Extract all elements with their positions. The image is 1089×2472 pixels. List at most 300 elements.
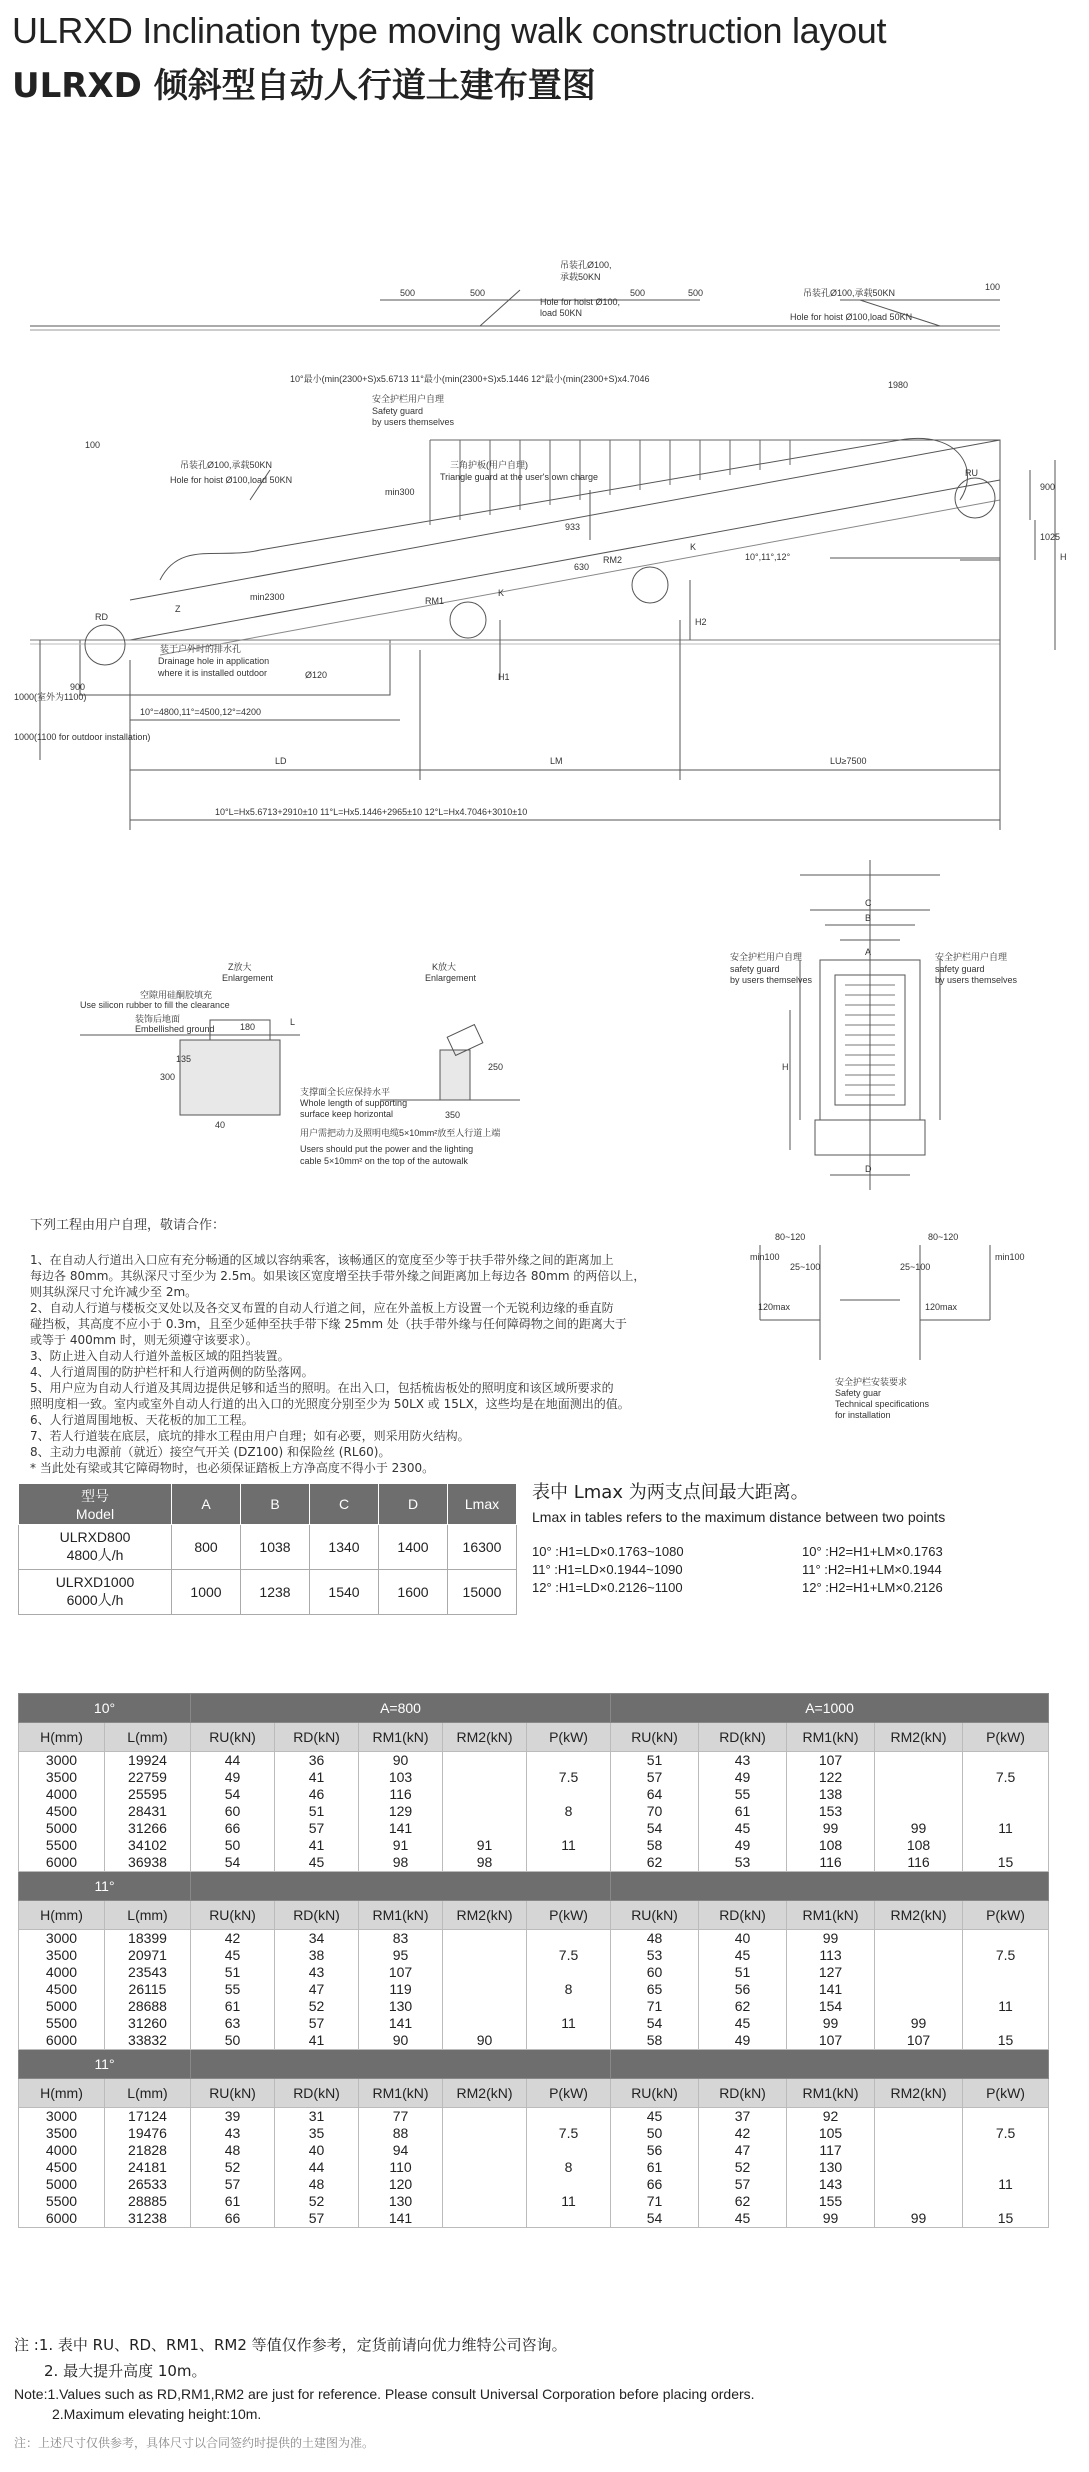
model-capacity: 4800人/h <box>66 1547 124 1563</box>
column-header-row <box>19 2079 1049 2108</box>
sec-safety-cn-l: 安全护栏用户自理 <box>730 952 803 962</box>
silicone-cn: 空隙用硅酮胶填充 <box>140 990 213 1000</box>
table-cell <box>875 1998 963 2015</box>
group-a1000-label <box>611 2050 1049 2079</box>
note-line: * 当此处有梁或其它障碍物时，也必须保证踏板上方净高度不得小于 2300。 <box>30 1461 435 1475</box>
table-cell: 66 <box>191 2210 275 2228</box>
table-cell: 55 <box>699 1786 787 1803</box>
table-cell: 34 <box>275 1930 359 1948</box>
table-cell <box>443 2210 527 2228</box>
column-header: RM2(kN) <box>443 2079 527 2108</box>
column-header: P(kW) <box>963 1723 1049 1752</box>
cross-section <box>700 840 1089 1420</box>
table-cell <box>875 1803 963 1820</box>
table-cell <box>443 1998 527 2015</box>
note-line: 8、主动力电源前（就近）接空气开关 (DZ100) 和保险丝 (RL60)。 <box>30 1445 391 1459</box>
table-row <box>19 2125 1049 2142</box>
table-cell: 57 <box>191 2176 275 2193</box>
table-cell: 141 <box>359 2015 443 2032</box>
dim-300: 300 <box>160 1072 176 1082</box>
table-cell: 153 <box>787 1803 875 1820</box>
table-cell: 49 <box>191 1769 275 1786</box>
sec-a: A <box>865 947 872 957</box>
table-cell: 46 <box>275 1786 359 1803</box>
min100b: min100 <box>995 1252 1025 1262</box>
table-cell <box>963 2108 1049 2126</box>
table-cell: 119 <box>359 1981 443 1998</box>
table-cell: 138 <box>787 1786 875 1803</box>
max120b: 120max <box>925 1302 958 1312</box>
column-header: P(kW) <box>527 2079 611 2108</box>
table-cell: 88 <box>359 2125 443 2142</box>
table-cell: 51 <box>275 1803 359 1820</box>
table-cell <box>875 1964 963 1981</box>
load-table-body <box>19 1694 1049 2228</box>
table-cell: 11 <box>527 1837 611 1854</box>
column-header: L(mm) <box>105 1723 191 1752</box>
table-cell: 7.5 <box>527 2125 611 2142</box>
hoist-top-cn: 吊装孔Ø100, <box>560 260 612 270</box>
label-rm2: RM2 <box>603 555 623 565</box>
dim-900b: 900 <box>70 682 86 692</box>
column-header: RD(kN) <box>699 1901 787 1930</box>
column-header: RM2(kN) <box>875 2079 963 2108</box>
column-header: RM1(kN) <box>359 2079 443 2108</box>
support-cn: 支撑面全长应保持水平 <box>300 1087 391 1097</box>
support-en2: surface keep horizontal <box>300 1109 394 1119</box>
table-cell: 105 <box>787 2125 875 2142</box>
dim-1000-en: 1000(1100 for outdoor installation) <box>14 732 151 742</box>
table-cell: 28885 <box>105 2193 191 2210</box>
table-row <box>19 1570 517 1615</box>
table-cell: 61 <box>191 2193 275 2210</box>
h2-formula: 12° :H2=H1+LM×0.2126 <box>802 1580 943 1595</box>
table-cell: 66 <box>191 1820 275 1837</box>
table-cell: 45 <box>699 1947 787 1964</box>
table-cell: 7.5 <box>527 1769 611 1786</box>
cell-c: 1340 <box>310 1525 379 1570</box>
l-formula: 10°L=Hx5.6713+2910±10 11°L=Hx5.1446+2965±10 12°L=Hx4.7046+3010±10 <box>215 807 528 817</box>
table-cell <box>875 2125 963 2142</box>
table-cell <box>875 1981 963 1998</box>
table-cell: 3500 <box>19 2125 105 2142</box>
cell-b: 1238 <box>241 1570 310 1615</box>
note-line: 4、人行道周围的防护栏杆和人行道两侧的防坠落网。 <box>30 1365 314 1379</box>
table-cell: 141 <box>787 1981 875 1998</box>
label-rm1: RM1 <box>425 596 445 606</box>
drain-cn: 装于户外时的排水孔 <box>160 644 242 654</box>
table-row <box>19 1769 1049 1786</box>
table-cell: 70 <box>611 1803 699 1820</box>
guard-en1: Safety guar <box>835 1388 882 1398</box>
table-row <box>19 2015 1049 2032</box>
group-a800-label <box>191 1872 611 1901</box>
table-row <box>19 1981 1049 1998</box>
sec-safety-cn-r: 安全护栏用户自理 <box>935 952 1008 962</box>
footer-notes <box>14 2332 755 2456</box>
table-cell: 98 <box>443 1854 527 1872</box>
table-cell: 5500 <box>19 2015 105 2032</box>
table-cell: 31 <box>275 2108 359 2126</box>
table-cell: 24181 <box>105 2159 191 2176</box>
column-header: RU(kN) <box>611 1901 699 1930</box>
load-table <box>18 1693 1049 2228</box>
dim-1025: 1025 <box>1040 532 1061 542</box>
rise-formula: 10°最小(min(2300+S)x5.6713 11°最小(min(2300+S)x5.1446 12°最小(min(2300+S)x4.7046 <box>290 374 650 384</box>
k-title: K放大 <box>432 962 457 972</box>
group-a1000-label: A=1000 <box>611 1694 1049 1723</box>
note-line: 6、人行道周围地板、天花板的加工工程。 <box>30 1413 254 1427</box>
table-cell: 129 <box>359 1803 443 1820</box>
column-header: RU(kN) <box>191 1723 275 1752</box>
table-cell: 95 <box>359 1947 443 1964</box>
table-cell: 19924 <box>105 1752 191 1770</box>
table-cell: 54 <box>611 2210 699 2228</box>
table-cell: 45 <box>699 1820 787 1837</box>
table-cell: 57 <box>275 2015 359 2032</box>
column-header: H(mm) <box>19 1723 105 1752</box>
table-cell: 71 <box>611 1998 699 2015</box>
hoist-left-en: Hole for hoist Ø100,load 50KN <box>170 475 293 485</box>
table-cell <box>443 2142 527 2159</box>
table-cell: 28688 <box>105 1998 191 2015</box>
d-25-100a: 25~100 <box>790 1262 821 1272</box>
table-cell: 21828 <box>105 2142 191 2159</box>
table-cell: 52 <box>699 2159 787 2176</box>
cell-d: 1400 <box>379 1525 448 1570</box>
dim-630: 630 <box>574 562 590 572</box>
sec-safety-en-r1: safety guard <box>935 964 985 974</box>
table-cell: 94 <box>359 2142 443 2159</box>
table-cell: 39 <box>191 2108 275 2126</box>
table-cell: 155 <box>787 2193 875 2210</box>
table-row <box>19 1820 1049 1837</box>
table-cell: 48 <box>611 1930 699 1948</box>
table-cell: 113 <box>787 1947 875 1964</box>
table-row <box>19 1525 517 1570</box>
dim-100a: 100 <box>985 282 1001 292</box>
table-cell <box>963 1930 1049 1948</box>
table-cell: 57 <box>275 2210 359 2228</box>
table-cell: 116 <box>359 1786 443 1803</box>
table-cell <box>527 2108 611 2126</box>
hoist-top-cn2: 承载50KN <box>560 272 601 282</box>
angle-label: 11° <box>19 2050 191 2079</box>
table-cell: 50 <box>611 2125 699 2142</box>
table-cell: 107 <box>875 2032 963 2050</box>
model-table-header <box>19 1484 517 1525</box>
table-cell: 15 <box>963 1854 1049 1872</box>
table-cell: 22759 <box>105 1769 191 1786</box>
group-a1000-label <box>611 1872 1049 1901</box>
table-cell: 61 <box>611 2159 699 2176</box>
model-cell <box>19 1525 172 1570</box>
table-cell: 50 <box>191 1837 275 1854</box>
column-header: RU(kN) <box>191 2079 275 2108</box>
table-cell: 48 <box>191 2142 275 2159</box>
table-row <box>19 2159 1049 2176</box>
sec-d: D <box>865 1164 872 1174</box>
dim-500b: 500 <box>470 288 486 298</box>
col-b-header: B <box>241 1484 310 1525</box>
table-cell: 23543 <box>105 1964 191 1981</box>
table-cell: 120 <box>359 2176 443 2193</box>
column-header: RD(kN) <box>275 1723 359 1752</box>
hoist-right-cn: 吊装孔Ø100,承载50KN <box>803 288 896 298</box>
dim-135: 135 <box>176 1054 192 1064</box>
table-cell: 6000 <box>19 1854 105 1872</box>
ground-cn: 装饰后地面 <box>135 1014 181 1024</box>
silicone-en: Use silicon rubber to fill the clearance <box>80 1000 230 1010</box>
table-cell: 90 <box>359 2032 443 2050</box>
table-cell: 51 <box>611 1752 699 1770</box>
dim-100b: 100 <box>85 440 101 450</box>
table-row <box>19 2108 1049 2126</box>
column-header: L(mm) <box>105 1901 191 1930</box>
table-cell: 130 <box>787 2159 875 2176</box>
table-cell: 57 <box>699 2176 787 2193</box>
table-cell: 98 <box>359 1854 443 1872</box>
table-cell: 4500 <box>19 1803 105 1820</box>
table-cell <box>443 1786 527 1803</box>
sec-safety-en-r2: by users themselves <box>935 975 1018 985</box>
table-cell: 62 <box>699 2193 787 2210</box>
table-cell <box>963 2142 1049 2159</box>
table-cell: 43 <box>275 1964 359 1981</box>
col-c-header: C <box>310 1484 379 1525</box>
guard-cn: 安全护栏安装要求 <box>835 1377 908 1387</box>
table-cell: 31266 <box>105 1820 191 1837</box>
h2-formula: 10° :H2=H1+LM×0.1763 <box>802 1544 943 1559</box>
table-cell <box>527 2210 611 2228</box>
table-cell <box>527 1786 611 1803</box>
lmax-note <box>532 1483 1052 1597</box>
table-cell: 11 <box>527 2015 611 2032</box>
footer-cn1: 注 :1. 表中 RU、RD、RM1、RM2 等值仅作参考，定货前请向优力维特公司咨询。 <box>14 2336 567 2354</box>
label-ru: RU <box>965 468 978 478</box>
table-cell: 154 <box>787 1998 875 2015</box>
table-cell: 58 <box>611 1837 699 1854</box>
column-header: RU(kN) <box>191 1901 275 1930</box>
model-table <box>18 1483 517 1615</box>
table-cell: 19476 <box>105 2125 191 2142</box>
table-cell <box>963 1752 1049 1770</box>
dim-l: L <box>290 1017 296 1027</box>
table-cell: 26115 <box>105 1981 191 1998</box>
support-en1: Whole length of supporting <box>300 1098 408 1108</box>
table-cell <box>875 1930 963 1948</box>
table-cell <box>875 2142 963 2159</box>
table-cell: 62 <box>611 1854 699 1872</box>
table-cell <box>963 2193 1049 2210</box>
table-cell: 3000 <box>19 2108 105 2126</box>
table-cell: 8 <box>527 1981 611 1998</box>
safety-en1: Safety guard <box>372 406 424 416</box>
table-cell <box>443 1964 527 1981</box>
table-cell: 141 <box>359 1820 443 1837</box>
table-cell: 26533 <box>105 2176 191 2193</box>
table-cell: 33832 <box>105 2032 191 2050</box>
dim-500a: 500 <box>400 288 416 298</box>
column-header: RU(kN) <box>611 1723 699 1752</box>
table-cell: 141 <box>359 2210 443 2228</box>
table-cell <box>963 1786 1049 1803</box>
table-cell <box>875 1752 963 1770</box>
table-cell <box>527 2142 611 2159</box>
table-cell <box>875 2108 963 2126</box>
table-row <box>19 1930 1049 1948</box>
table-cell: 107 <box>359 1964 443 1981</box>
col-a-header: A <box>172 1484 241 1525</box>
table-cell <box>963 1803 1049 1820</box>
table-cell: 41 <box>275 1837 359 1854</box>
group-a800-label <box>191 2050 611 2079</box>
table-row <box>19 1998 1049 2015</box>
angle-band <box>19 2050 1049 2079</box>
table-cell: 107 <box>787 1752 875 1770</box>
table-cell: 49 <box>699 1769 787 1786</box>
table-cell: 110 <box>359 2159 443 2176</box>
table-cell: 31238 <box>105 2210 191 2228</box>
table-row <box>19 1964 1049 1981</box>
table-cell: 54 <box>191 1786 275 1803</box>
table-cell: 61 <box>699 1803 787 1820</box>
table-cell: 4000 <box>19 1964 105 1981</box>
table-cell <box>443 2015 527 2032</box>
note-line: 则其纵深尺寸允许减少至 2m。 <box>30 1285 198 1299</box>
triangle-en: Triangle guard at the user's own charge <box>440 472 598 482</box>
h1-formula: 10° :H1=LD×0.1763~1080 <box>532 1544 684 1559</box>
table-cell: 54 <box>611 2015 699 2032</box>
hoist-top-en2: load 50KN <box>540 308 583 318</box>
table-cell: 7.5 <box>963 2125 1049 2142</box>
column-header: L(mm) <box>105 2079 191 2108</box>
table-cell <box>875 1769 963 1786</box>
cell-a: 1000 <box>172 1570 241 1615</box>
dim-1000: 1000(室外为1100) <box>14 692 87 702</box>
table-cell: 38 <box>275 1947 359 1964</box>
page-title-en: ULRXD Inclination type moving walk construction layout <box>12 10 887 51</box>
dim-180: 180 <box>240 1022 256 1032</box>
user-notes <box>30 1218 690 1476</box>
table-row <box>19 1947 1049 1964</box>
footer-small: 注：上述尺寸仅供参考，具体尺寸以合同签约时提供的土建图为准。 <box>14 2436 375 2450</box>
column-header: P(kW) <box>963 1901 1049 1930</box>
lmax-note-cn: 表中 Lmax 为两支点间最大距离。 <box>532 1482 809 1503</box>
table-row <box>19 1803 1049 1820</box>
table-cell <box>443 1820 527 1837</box>
table-cell: 56 <box>699 1981 787 1998</box>
sec-b: B <box>865 913 872 923</box>
model-header-cn: 型号 <box>81 1488 109 1504</box>
table-cell: 41 <box>275 2032 359 2050</box>
dim-h2: H2 <box>695 617 707 627</box>
column-header: RD(kN) <box>275 1901 359 1930</box>
lmax-note-en: Lmax in tables refers to the maximum distance between two points <box>532 1509 946 1525</box>
column-header: RM1(kN) <box>787 1723 875 1752</box>
column-header: RM2(kN) <box>443 1901 527 1930</box>
table-cell: 28431 <box>105 1803 191 1820</box>
table-cell: 34102 <box>105 1837 191 1854</box>
table-cell: 11 <box>963 1998 1049 2015</box>
enlargement-detail <box>0 960 540 1190</box>
hoist-top-en: Hole for hoist Ø100, <box>540 297 621 307</box>
table-cell <box>875 2193 963 2210</box>
power-en2: cable 5×10mm² on the top of the autowalk <box>300 1156 468 1166</box>
table-cell: 116 <box>787 1854 875 1872</box>
table-cell: 130 <box>359 1998 443 2015</box>
model-name: ULRXD800 <box>59 1529 131 1545</box>
table-cell: 90 <box>443 2032 527 2050</box>
page-title-cn: ULRXD 倾斜型自动人行道土建布置图 <box>12 66 596 106</box>
table-cell: 3500 <box>19 1947 105 1964</box>
table-cell: 6000 <box>19 2210 105 2228</box>
cell-a: 800 <box>172 1525 241 1570</box>
table-cell: 130 <box>359 2193 443 2210</box>
table-cell: 42 <box>191 1930 275 1948</box>
table-cell: 45 <box>191 1947 275 1964</box>
table-cell: 54 <box>191 1854 275 1872</box>
footer-en1: Note:1.Values such as RD,RM1,RM2 are just for reference. Please consult Universal Corporation before placing orders. <box>14 2386 755 2402</box>
hoist-left-cn: 吊装孔Ø100,承载50KN <box>180 460 273 470</box>
note-line: 7、若人行道装在底层，底坑的排水工程由用户自理；如有必要，则采用防火结构。 <box>30 1429 470 1443</box>
table-cell: 3000 <box>19 1930 105 1948</box>
table-cell: 31260 <box>105 2015 191 2032</box>
table-cell: 5000 <box>19 1998 105 2015</box>
pit-formula: 10°=4800,11°=4500,12°=4200 <box>140 707 261 717</box>
col-lmax-header: Lmax <box>448 1484 517 1525</box>
table-cell: 61 <box>191 1998 275 2015</box>
table-cell: 11 <box>963 1820 1049 1837</box>
table-cell: 5000 <box>19 2176 105 2193</box>
table-cell <box>443 2159 527 2176</box>
model-cell <box>19 1570 172 1615</box>
angle-label: 10° <box>19 1694 191 1723</box>
table-cell <box>875 2176 963 2193</box>
column-header: RM2(kN) <box>443 1723 527 1752</box>
guard-en2: Technical specifications <box>835 1399 930 1409</box>
note-line: 1、在自动人行道出入口应有充分畅通的区域以容纳乘客，该畅通区的宽度至少等于扶手带外缘之间的距离加上 <box>30 1253 614 1267</box>
table-cell: 91 <box>443 1837 527 1854</box>
table-cell: 56 <box>611 2142 699 2159</box>
table-cell: 55 <box>191 1981 275 1998</box>
table-cell: 43 <box>191 2125 275 2142</box>
table-cell: 45 <box>611 2108 699 2126</box>
table-cell <box>963 1981 1049 1998</box>
table-cell: 20971 <box>105 1947 191 1964</box>
table-cell: 45 <box>699 2210 787 2228</box>
elevation-drawing <box>0 145 1089 865</box>
table-cell: 45 <box>275 1854 359 1872</box>
angle-band <box>19 1872 1049 1901</box>
column-header: H(mm) <box>19 1901 105 1930</box>
label-rd: RD <box>95 612 108 622</box>
drain-en2: where it is installed outdoor <box>158 668 268 678</box>
table-cell: 40 <box>699 1930 787 1948</box>
hoist-right-en: Hole for hoist Ø100,load 50KN <box>790 312 913 322</box>
table-cell: 99 <box>875 2210 963 2228</box>
table-cell: 36 <box>275 1752 359 1770</box>
min2300: min2300 <box>250 592 285 602</box>
table-cell: 42 <box>699 2125 787 2142</box>
table-cell: 71 <box>611 2193 699 2210</box>
table-cell <box>443 2176 527 2193</box>
table-cell: 18399 <box>105 1930 191 1948</box>
table-cell: 41 <box>275 1769 359 1786</box>
table-cell: 143 <box>787 2176 875 2193</box>
table-cell <box>963 1964 1049 1981</box>
table-cell <box>527 1964 611 1981</box>
